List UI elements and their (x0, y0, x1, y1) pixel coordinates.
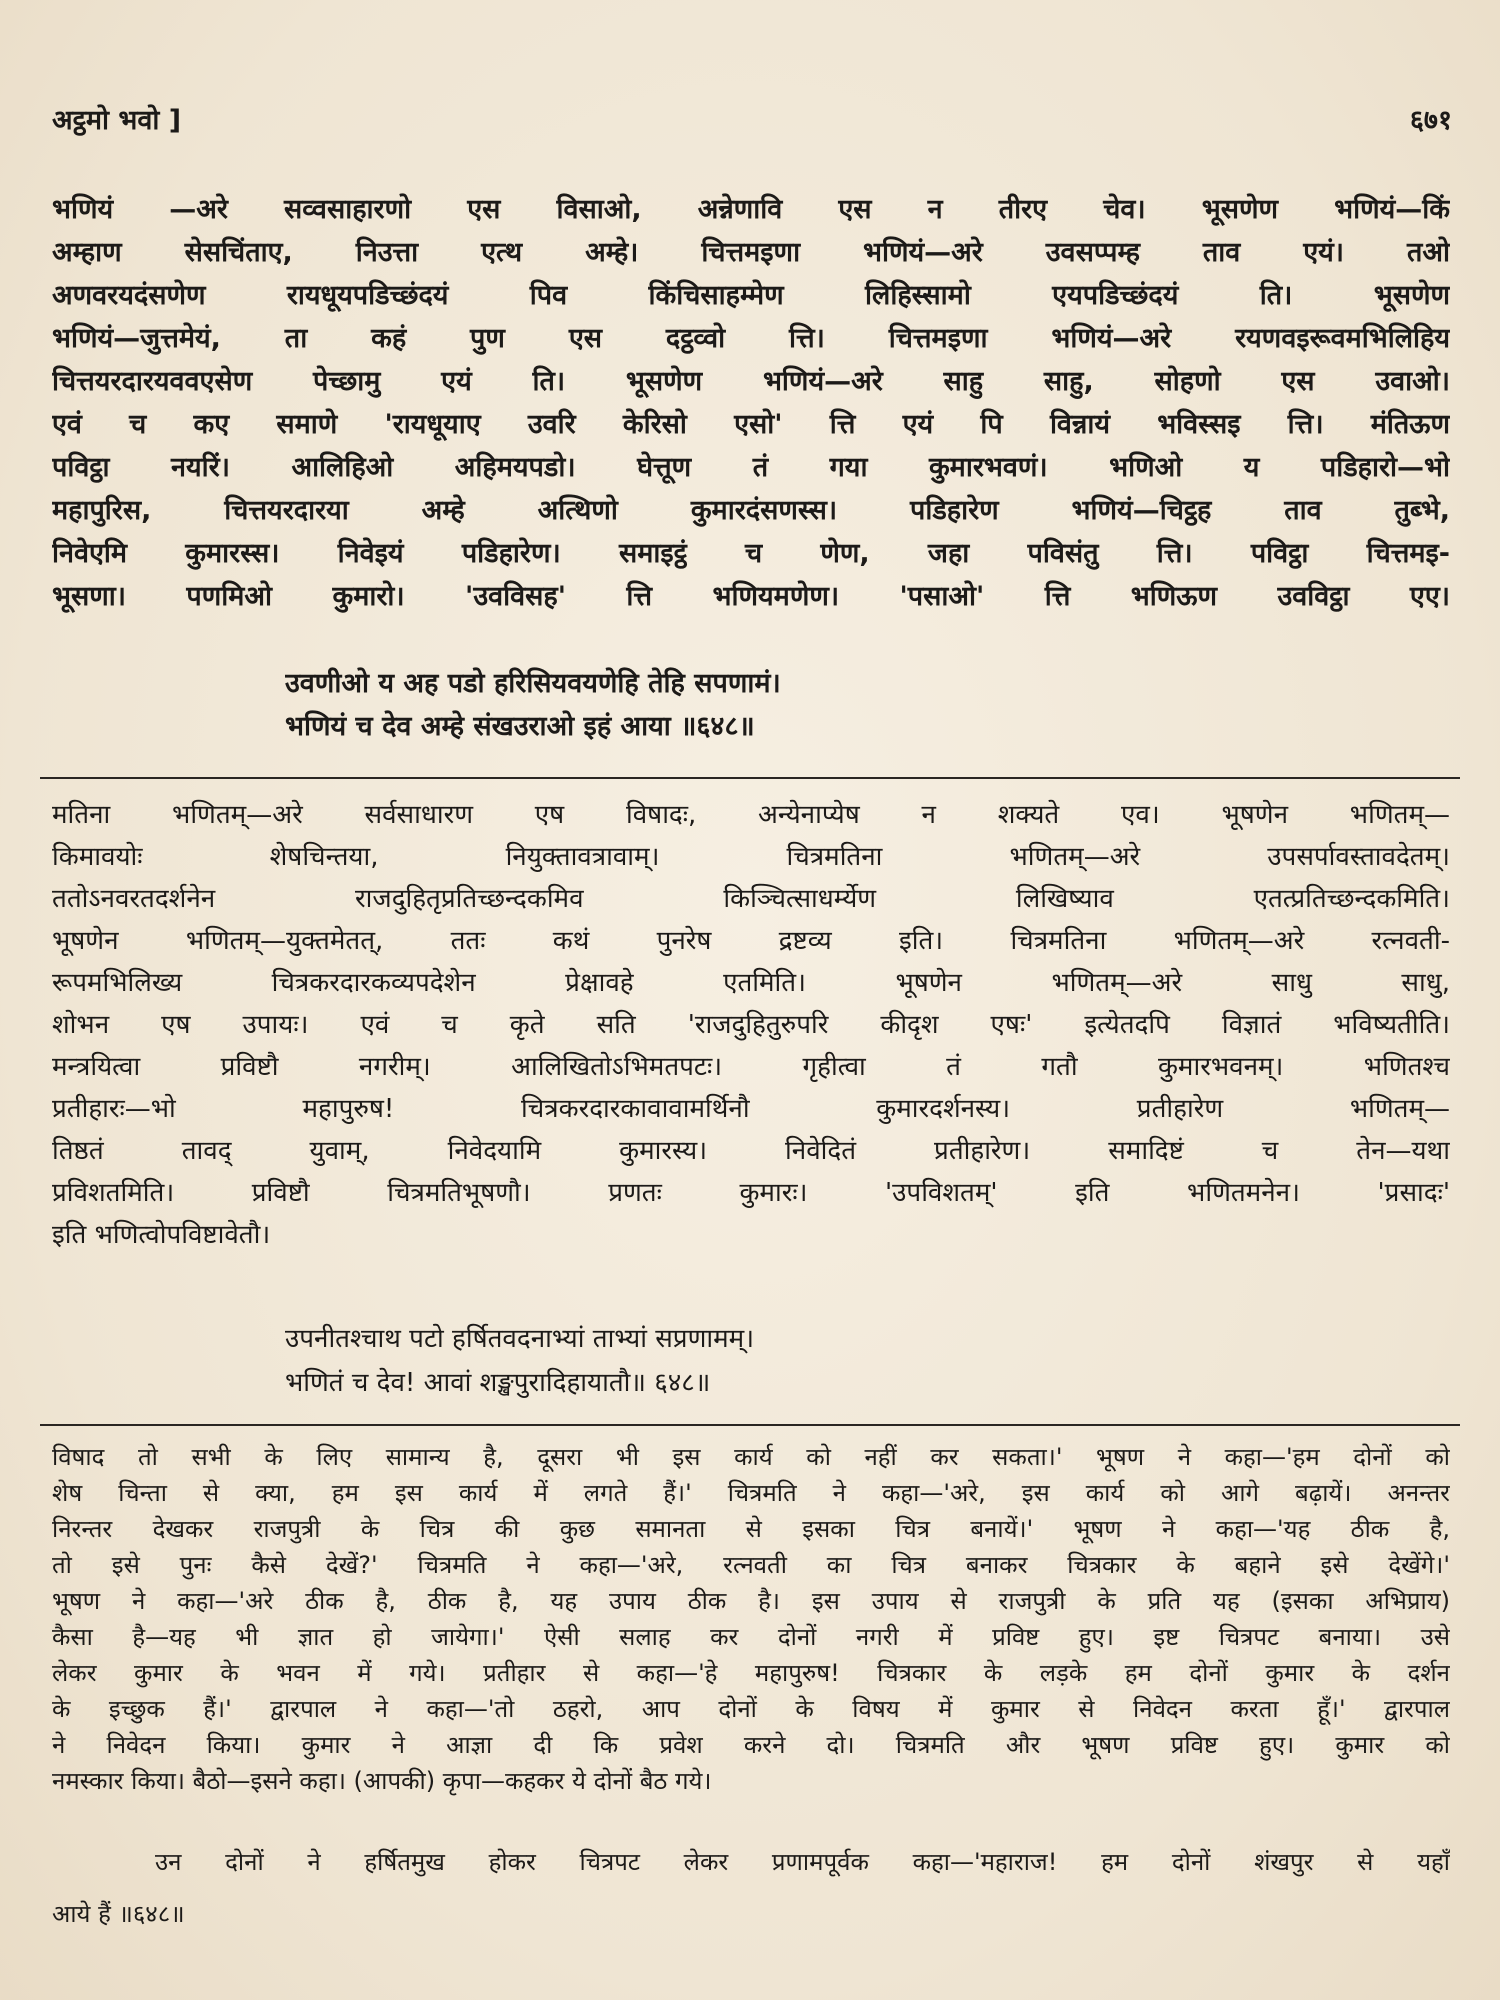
hindi-line: नमस्कार किया। बैठो—इसने कहा। (आपकी) कृपा—कहकर ये दोनों बैठ गये। (52, 1767, 712, 1795)
sanskrit-line: भूषणेन भणितम्—युक्तमेतत्, ततः कथं पुनरेष द्रष्टव्य इति। चित्रमतिना भणितम्—अरे रत्नवती- (52, 926, 1450, 956)
prakrit-line: भणियं —अरे सव्वसाहारणो एस विसाओ, अन्नेणावि एस न तीरए चेव। भूसणेण भणियं—किं (52, 194, 1450, 225)
section-divider (40, 777, 1460, 779)
prakrit-line: महापुरिस, चित्तयरदारया अम्हे अत्थिणो कुमारदंसणस्स। पडिहारेण भणियं—चिट्ठह ताव तुब्भे, (52, 495, 1450, 526)
hindi-line: भूषण ने कहा—'अरे ठीक है, ठीक है, यह उपाय ठीक है। इस उपाय से राजपुत्री के प्रति यह (इसका अभिप्राय) (52, 1587, 1450, 1615)
prakrit-line: अणवरयदंसणेण रायधूयपडिच्छंदयं पिव किंचिसाहम्मेण लिहिस्सामो एयपडिच्छंदयं ति। भूसणेण (52, 280, 1450, 311)
hindi-line: विषाद तो सभी के लिए सामान्य है, दूसरा भी इस कार्य को नहीं कर सकता।' भूषण ने कहा—'हम दोनों को (52, 1443, 1450, 1471)
sanskrit-line: मन्त्रयित्वा प्रविष्टौ नगरीम्। आलिखितोऽभिमतपटः। गृहीत्वा तं गतौ कुमारभवनम्। भणितश्च (52, 1052, 1450, 1082)
sanskrit-line: मतिना भणितम्—अरे सर्वसाधारण एष विषादः, अन्येनाप्येष न शक्यते एव। भूषणेन भणितम्— (52, 800, 1450, 830)
prakrit-line: अम्हाण सेसचिंताए, निउत्ता एत्थ अम्हे। चित्तमइणा भणियं—अरे उवसप्पम्ह ताव एयं। तओ (52, 237, 1450, 268)
sanskrit-line: किमावयोः शेषचिन्तया, नियुक्तावत्रावाम्। चित्रमतिना भणितम्—अरे उपसर्पावस्तावदेतम्। (52, 842, 1450, 872)
prakrit-verse-line: उवणीओ य अह पडो हरिसियवयणेहि तेहि सपणामं। (285, 668, 781, 699)
hindi-line: निरन्तर देखकर राजपुत्री के चित्र की कुछ समानता से इसका चित्र बनायें।' भूषण ने कहा—'यह ठीक है, (52, 1515, 1450, 1543)
sanskrit-verse-line: उपनीतश्चाथ पटो हर्षितवदनाभ्यां ताभ्यां सप्रणामम्। (285, 1324, 755, 1354)
sanskrit-verse-line: भणितं च देव! आवां शङ्खपुरादिहायातौ॥ ६४८॥ (285, 1368, 711, 1398)
sanskrit-line: इति भणित्वोपविष्टावेतौ। (52, 1220, 271, 1250)
hindi-line: शेष चिन्ता से क्या, हम इस कार्य में लगते हैं।' चित्रमति ने कहा—'अरे, इस कार्य को आगे बढ़ायें। अनन्तर (52, 1479, 1450, 1507)
prakrit-line: भणियं—जुत्तमेयं, ता कहं पुण एस दट्ठव्वो त्ति। चित्तमइणा भणियं—अरे रयणवइरूवमभिलिहिय (52, 323, 1450, 354)
prakrit-line: भूसणा। पणमिओ कुमारो। 'उवविसह' त्ति भणियमणेण। 'पसाओ' त्ति भणिऊण उवविट्ठा एए। (52, 581, 1450, 612)
prakrit-verse-line: भणियं च देव अम्हे संखउराओ इहं आया ॥६४८॥ (285, 711, 755, 742)
page-number: ६७१ (1409, 105, 1452, 136)
hindi-verse-line: आये हैं ॥६४८॥ (52, 1900, 185, 1928)
hindi-verse-line: उन दोनों ने हर्षितमुख होकर चित्रपट लेकर प्रणामपूर्वक कहा—'महाराज! हम दोनों शंखपुर से यहाँ (155, 1848, 1450, 1876)
sanskrit-line: तिष्ठतं तावद् युवाम्, निवेदयामि कुमारस्य। निवेदितं प्रतीहारेण। समादिष्टं च तेन—यथा (52, 1136, 1450, 1166)
sanskrit-line: ततोऽनवरतदर्शनेन राजदुहितृप्रतिच्छन्दकमिव किञ्चित्साधर्म्येण लिखिष्याव एतत्प्रतिच्छन्दकमिति। (52, 884, 1450, 914)
sanskrit-line: रूपमभिलिख्य चित्रकरदारकव्यपदेशेन प्रेक्षावहे एतमिति। भूषणेन भणितम्—अरे साधु साधु, (52, 968, 1450, 998)
prakrit-line: निवेएमि कुमारस्स। निवेइयं पडिहारेण। समाइट्ठं च णेण, जहा पविसंतु त्ति। पविट्ठा चित्तमइ- (52, 538, 1450, 569)
hindi-line: लेकर कुमार के भवन में गये। प्रतीहार से कहा—'हे महापुरुष! चित्रकार के लड़के हम दोनों कुमार के दर्शन (52, 1659, 1450, 1687)
prakrit-line: एवं च कए समाणे 'रायधूयाए उवरि केरिसो एसो' त्ति एयं पि विन्नायं भविस्सइ त्ति। मंतिऊण (52, 409, 1450, 440)
section-divider (40, 1424, 1460, 1426)
hindi-line: कैसा है—यह भी ज्ञात हो जायेगा।' ऐसी सलाह कर दोनों नगरी में प्रविष्ट हुए। इष्ट चित्रपट बनाया। उसे (52, 1623, 1450, 1651)
hindi-line: के इच्छुक हैं।' द्वारपाल ने कहा—'तो ठहरो, आप दोनों के विषय में कुमार से निवेदन करता हूँ।' द्वारपाल (52, 1695, 1450, 1723)
sanskrit-line: प्रविशतमिति। प्रविष्टौ चित्रमतिभूषणौ। प्रणतः कुमारः। 'उपविशतम्' इति भणितमनेन। 'प्रसादः' (52, 1178, 1450, 1208)
prakrit-line: चित्तयरदारयववएसेण पेच्छामु एयं ति। भूसणेण भणियं—अरे साहु साहु, सोहणो एस उवाओ। (52, 366, 1450, 397)
hindi-line: तो इसे पुनः कैसे देखें?' चित्रमति ने कहा—'अरे, रत्नवती का चित्र बनाकर चित्रकार के बहाने इसे देखेंगे।' (52, 1551, 1450, 1579)
prakrit-line: पविट्ठा नयरिं। आलिहिओ अहिमयपडो। घेत्तूण तं गया कुमारभवणं। भणिओ य पडिहारो—भो (52, 452, 1450, 483)
hindi-line: ने निवेदन किया। कुमार ने आज्ञा दी कि प्रवेश करने दो। चित्रमति और भूषण प्रविष्ट हुए। कुमार को (52, 1731, 1450, 1759)
sanskrit-line: शोभन एष उपायः। एवं च कृते सति 'राजदुहितुरुपरि कीदृश एषः' इत्येतदपि विज्ञातं भविष्यतीति। (52, 1010, 1450, 1040)
sanskrit-line: प्रतीहारः—भो महापुरुष! चित्रकरदारकावावामर्थिनौ कुमारदर्शनस्य। प्रतीहारेण भणितम्— (52, 1094, 1450, 1124)
running-header: अट्ठमो भवो ] (52, 105, 182, 136)
